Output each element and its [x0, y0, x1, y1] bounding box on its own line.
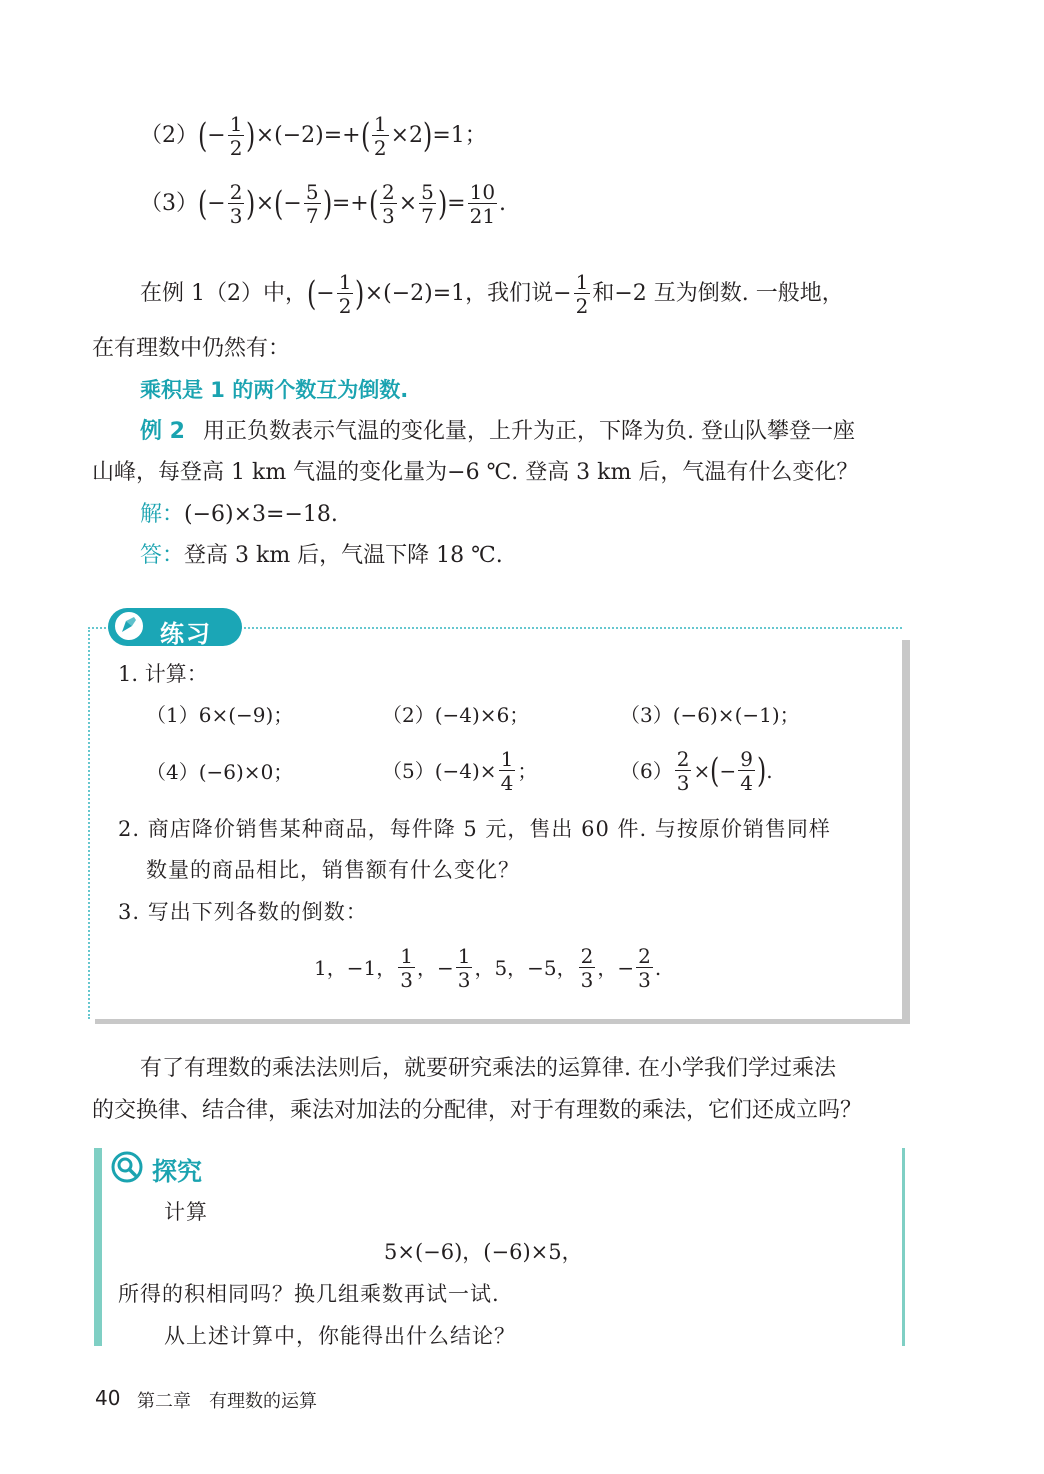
fraction: $\frac{2}{3}$	[229, 179, 243, 228]
example-2-text: 山峰，每登高 1 km 气温的变化量为−6 ℃. 登高 3 km 后，气温有什么变化？	[92, 460, 859, 485]
explore-line: 从上述计算中，你能得出什么结论？	[164, 1324, 516, 1348]
practice-title: 练习	[160, 620, 212, 648]
solution: 解： (−6)×3=−18.	[140, 502, 338, 527]
fraction: $\frac{1}{3}$	[400, 943, 413, 992]
answer-label: 答：	[140, 543, 185, 568]
practice-question-2-cont: 数量的商品相比，销售额有什么变化？	[146, 858, 520, 882]
fraction: $\frac{2}{3}$	[381, 179, 395, 228]
fraction: $\frac{1}{2}$	[373, 111, 387, 160]
paragraph-line: 在有理数中仍然有：	[92, 336, 291, 361]
practice-question-3: 3. 写出下列各数的倒数：	[118, 900, 368, 924]
fraction: $\frac{1}{2}$	[229, 111, 243, 160]
practice-item: （1）6×(−9)；	[146, 703, 294, 727]
practice-item: （5）(−4)× $\frac{1}{4}$ ；	[382, 746, 538, 795]
fraction: $\frac{1}{3}$	[457, 943, 471, 992]
fraction: $\frac{2}{3}$	[638, 943, 651, 992]
practice-item: （4）(−6)×0；	[146, 760, 294, 784]
chapter-title: 第二章 有理数的运算	[137, 1391, 317, 1412]
equation-2-label: （2）	[140, 123, 198, 148]
fraction: $\frac{1}{2}$	[575, 269, 589, 318]
fraction: $\frac{9}{4}$	[740, 746, 753, 795]
fraction: $\frac{2}{3}$	[580, 943, 594, 992]
explore-border	[902, 1148, 905, 1346]
equation-2: （2） ( − $\frac{1}{2}$ ) ×(−2)=+ ( $\frac{1}{2}$ ×2 ) =1；	[140, 111, 487, 160]
reciprocal-rule: 乘积是 1 的两个数互为倒数.	[140, 378, 409, 402]
fraction: $\frac{5}{7}$	[305, 179, 319, 228]
fraction: $\frac{1}{4}$	[500, 746, 514, 795]
paragraph-laws: 有了有理数的乘法法则后，就要研究乘法的运算律. 在小学我们学过乘法	[140, 1056, 836, 1081]
explore-line: 计算	[164, 1200, 208, 1224]
example-label: 例 2	[140, 419, 185, 444]
equation-3-label: （3）	[140, 191, 198, 216]
paragraph-laws-cont: 的交换律、结合律，乘法对加法的分配律，对于有理数的乘法，它们还成立吗？	[92, 1098, 863, 1123]
practice-item: （3）(−6)×(−1)；	[620, 703, 800, 727]
explore-title: 探究	[152, 1157, 203, 1186]
fraction: $\frac{5}{7}$	[421, 179, 434, 228]
explore-border	[94, 1148, 102, 1346]
explore-line: 所得的积相同吗？换几组乘数再试一试.	[118, 1282, 500, 1306]
fraction: $\frac{10}{21}$	[469, 179, 496, 228]
fraction: $\frac{1}{2}$	[338, 269, 352, 318]
paragraph-reciprocal-intro: 在例 1（2）中， ( − $\frac{1}{2}$ ) ×(−2)=1，我们说− $\frac{1}{2}$ 和−2 互为倒数. 一般地，	[140, 269, 844, 318]
equation-3: （3） ( − $\frac{2}{3}$ ) × ( − $\frac{5}{7}$ ) =+ ( $\frac{2}{3}$ × $\frac{5}{7}$ ) = $\frac{10}{21}$ .	[140, 179, 507, 228]
magnifier-icon	[110, 1150, 144, 1184]
fraction: $\frac{2}{3}$	[676, 746, 690, 795]
practice-question-2: 2. 商店降价销售某种商品，每件降 5 元，售出 60 件. 与按原价销售同样	[118, 817, 831, 841]
explore-expression: 5×(−6)，(−6)×5，	[384, 1240, 583, 1264]
reciprocal-list: 1，−1， $\frac{1}{3}$ ，− $\frac{1}{3}$ ，5，−5， $\frac{2}{3}$ ，− $\frac{2}{3}$ .	[314, 943, 662, 992]
practice-question-1: 1. 计算：	[118, 662, 208, 686]
practice-item: （6） $\frac{2}{3}$ × ( − $\frac{9}{4}$ ) .	[620, 746, 773, 795]
pencil-icon	[112, 609, 146, 643]
page-number: 40	[95, 1386, 121, 1410]
answer: 答： 登高 3 km 后，气温下降 18 ℃.	[140, 543, 503, 568]
practice-item: （2）(−4)×6；	[382, 703, 530, 727]
solution-label: 解：	[140, 502, 185, 527]
example-2: 例 2 用正负数表示气温的变化量，上升为正，下降为负. 登山队攀登一座	[140, 419, 855, 444]
